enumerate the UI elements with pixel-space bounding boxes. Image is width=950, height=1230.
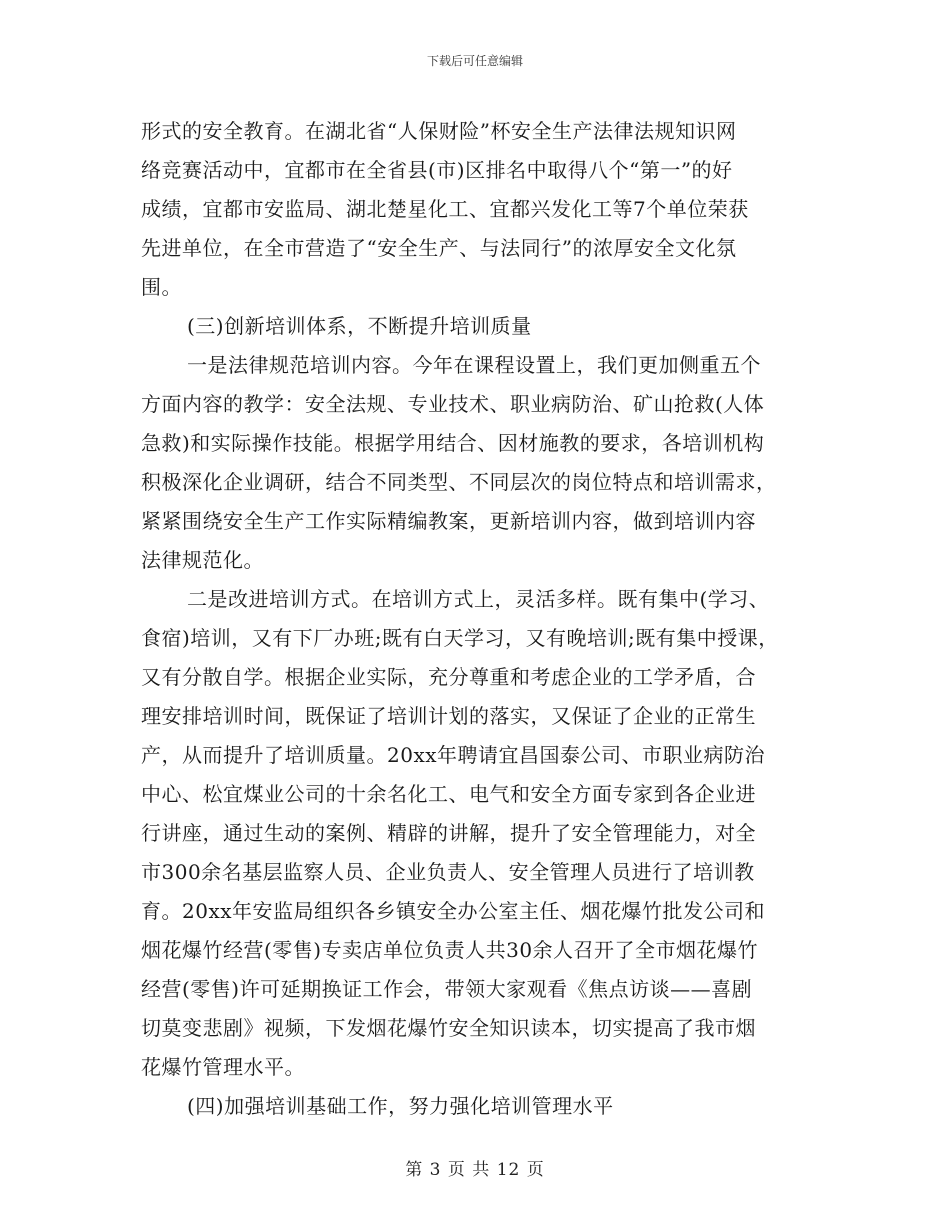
- text-line: 又有分散自学。根据企业实际，充分尊重和考虑企业的工学矛盾，合: [141, 665, 756, 689]
- text-line: 食宿)培训，又有下厂办班;既有白天学习，又有晚培训;既有集中授课，: [141, 626, 779, 650]
- text-line: 二是改进培训方式。在培训方式上，灵活多样。既有集中(学习、: [187, 587, 770, 611]
- text-line: 切莫变悲剧》视频，下发烟花爆竹安全知识读本，切实提高了我市烟: [141, 1016, 756, 1040]
- text-line: 市300余名基层监察人员、企业负责人、安全管理人员进行了培训教: [141, 860, 755, 884]
- text-line: 产，从而提升了培训质量。20xx年聘请宜昌国泰公司、市职业病防治: [141, 743, 766, 767]
- text-line: 一是法律规范培训内容。今年在课程设置上，我们更加侧重五个: [187, 353, 761, 377]
- heading-line: (四)加强培训基础工作，努力强化培训管理水平: [187, 1094, 614, 1118]
- text-line: 围。: [141, 275, 182, 299]
- text-line: 形式的安全教育。在湖北省“人保财险”杯安全生产法律法规知识网: [141, 119, 737, 143]
- section-heading-4: [141, 1087, 831, 1126]
- text-line: 花爆竹管理水平。: [141, 1055, 305, 1079]
- text-line: 烟花爆竹经营(零售)专卖店单位负责人共30余人召开了全市烟花爆竹: [141, 938, 759, 962]
- paragraph-continuation: [141, 112, 831, 307]
- text-line: 成绩，宜都市安监局、湖北楚星化工、宜都兴发化工等7个单位荣获: [141, 197, 749, 221]
- text-line: 先进单位，在全市营造了“安全生产、与法同行”的浓厚安全文化氛: [141, 236, 737, 260]
- text-line: 积极深化企业调研，结合不同类型、不同层次的岗位特点和培训需求，: [141, 470, 777, 494]
- paragraph-training-content: [141, 346, 831, 580]
- text-line: 紧紧围绕安全生产工作实际精编教案，更新培训内容，做到培训内容: [141, 509, 756, 533]
- text-line: 络竞赛活动中，宜都市在全省县(市)区排名中取得八个“第一”的好: [141, 158, 733, 182]
- heading-line: (三)创新培训体系，不断提升培训质量: [187, 314, 532, 338]
- text-line: 方面内容的教学：安全法规、专业技术、职业病防治、矿山抢救(人体: [141, 392, 765, 416]
- page-number: 第 3 页 共 12 页: [405, 1160, 545, 1180]
- document-body: [141, 112, 831, 1126]
- text-line: 中心、松宜煤业公司的十余名化工、电气和安全方面专家到各企业进: [141, 782, 756, 806]
- text-line: 急救)和实际操作技能。根据学用结合、因材施教的要求，各培训机构: [141, 431, 765, 455]
- text-line: 行讲座，通过生动的案例、精辟的讲解，提升了安全管理能力，对全: [141, 821, 756, 845]
- text-line: 法律规范化。: [141, 548, 264, 572]
- page-header: 下载后可任意编辑: [426, 54, 523, 68]
- text-line: 经营(零售)许可延期换证工作会，带领大家观看《焦点访谈——喜剧: [141, 977, 753, 1001]
- paragraph-training-methods: [141, 580, 831, 1087]
- text-line: 育。20xx年安监局组织各乡镇安全办公室主任、烟花爆竹批发公司和: [141, 899, 766, 923]
- section-heading-3: [141, 307, 831, 346]
- text-line: 理安排培训时间，既保证了培训计划的落实，又保证了企业的正常生: [141, 704, 756, 728]
